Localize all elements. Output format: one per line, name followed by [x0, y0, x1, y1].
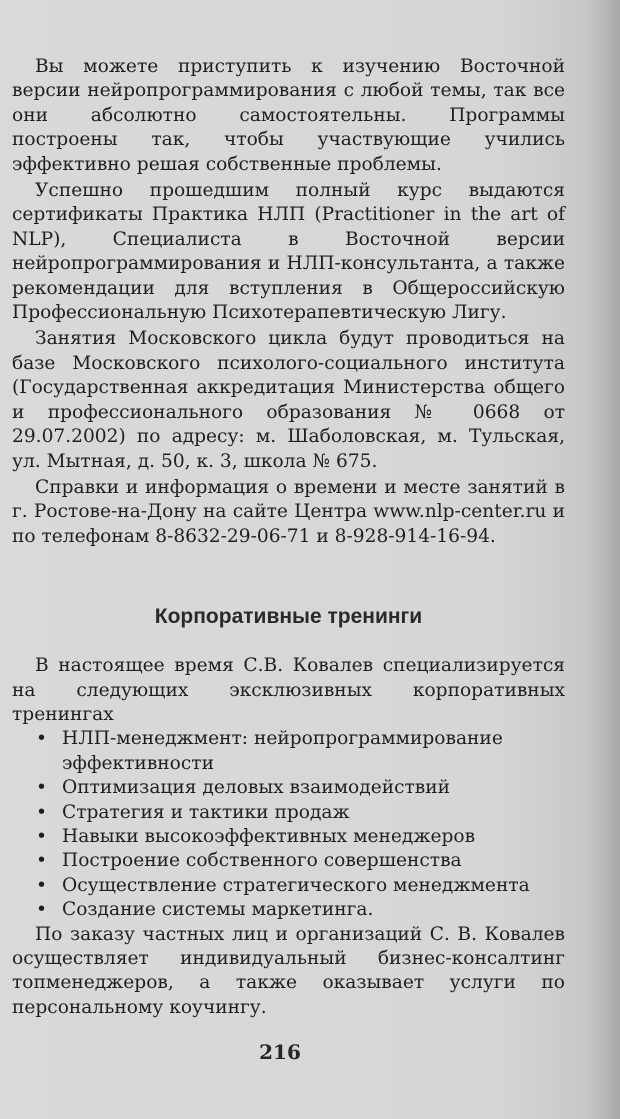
section-heading: Корпоративные тренинги	[154, 605, 423, 629]
training-list	[12, 727, 565, 922]
paragraph-moscow-classes: Занятия Московского цикла будут проводиться на базе Московского психолого-социального института (Государственная аккредитация Министерства общего и профессионального образования № 0668 от 29.07.2002) по адресу: м. Шаболовская, м. Тульская, ул. Мытная, д. 50, к. 3, школа № 675.	[12, 328, 565, 472]
list-item	[12, 825, 565, 849]
list-item	[12, 874, 565, 898]
paragraph-contact-info: Справки и информация о времени и месте занятий в г. Ростове-на-Дону на сайте Центра www.nlp-center.ru и по телефонам 8-8632-29-06-71 и 8-928-914-16-94.	[12, 476, 565, 547]
list-item-text: НЛП-менеджмент: нейропрограммирование эффективности	[62, 728, 503, 774]
list-item-text: Осуществление стратегического менеджмента	[62, 874, 530, 896]
list-item-text: Построение собственного совершенства	[62, 850, 462, 872]
list-item	[12, 801, 565, 825]
bullet-icon: •	[36, 801, 47, 823]
section-intro: В настоящее время С.В. Ковалев специализируется на следующих эксклюзивных корпоративных тренингах	[12, 655, 565, 725]
list-item	[12, 849, 565, 873]
list-item-text: Навыки высокоэффективных менеджеров	[62, 825, 476, 847]
list-item	[12, 776, 565, 800]
list-item-text: Стратегия и тактики продаж	[62, 801, 350, 823]
paragraph-consulting: По заказу частных лиц и организаций С. В. Ковалев осуществляет индивидуальный бизнес-консалтинг топменеджеров, а также оказывает услуги по персональному коучингу.	[12, 923, 565, 1018]
paragraph-study-start: Вы можете приступить к изучению Восточной версии нейропрограммирования с любой темы, так все они абсолютно самостоятельны. Программы построены так, чтобы участвующие учились эффективно решая собственные проблемы.	[12, 56, 565, 175]
list-item-text: Оптимизация деловых взаимодействий	[62, 777, 451, 799]
bullet-icon: •	[36, 728, 47, 750]
bullet-icon: •	[36, 777, 47, 799]
bullet-icon: •	[36, 850, 47, 872]
page-number: 216	[259, 1040, 301, 1064]
list-item	[12, 727, 565, 776]
spine-shadow	[586, 0, 620, 1119]
bullet-icon: •	[36, 874, 47, 896]
bullet-icon: •	[36, 825, 47, 847]
list-item-text: Создание системы маркетинга.	[62, 899, 374, 921]
page-content	[12, 55, 565, 1020]
paragraph-certificates: Успешно прошедшим полный курс выдаются сертификаты Практика НЛП (Practitioner in the art of NLP), Специалиста в Восточной версии нейропрограммирования и НЛП-консультанта, а также рекомендации для вступления в Общероссийскую Профессиональную Психотерапевтическую Лигу.	[12, 180, 565, 324]
list-item	[12, 898, 565, 922]
bullet-icon: •	[36, 899, 47, 921]
